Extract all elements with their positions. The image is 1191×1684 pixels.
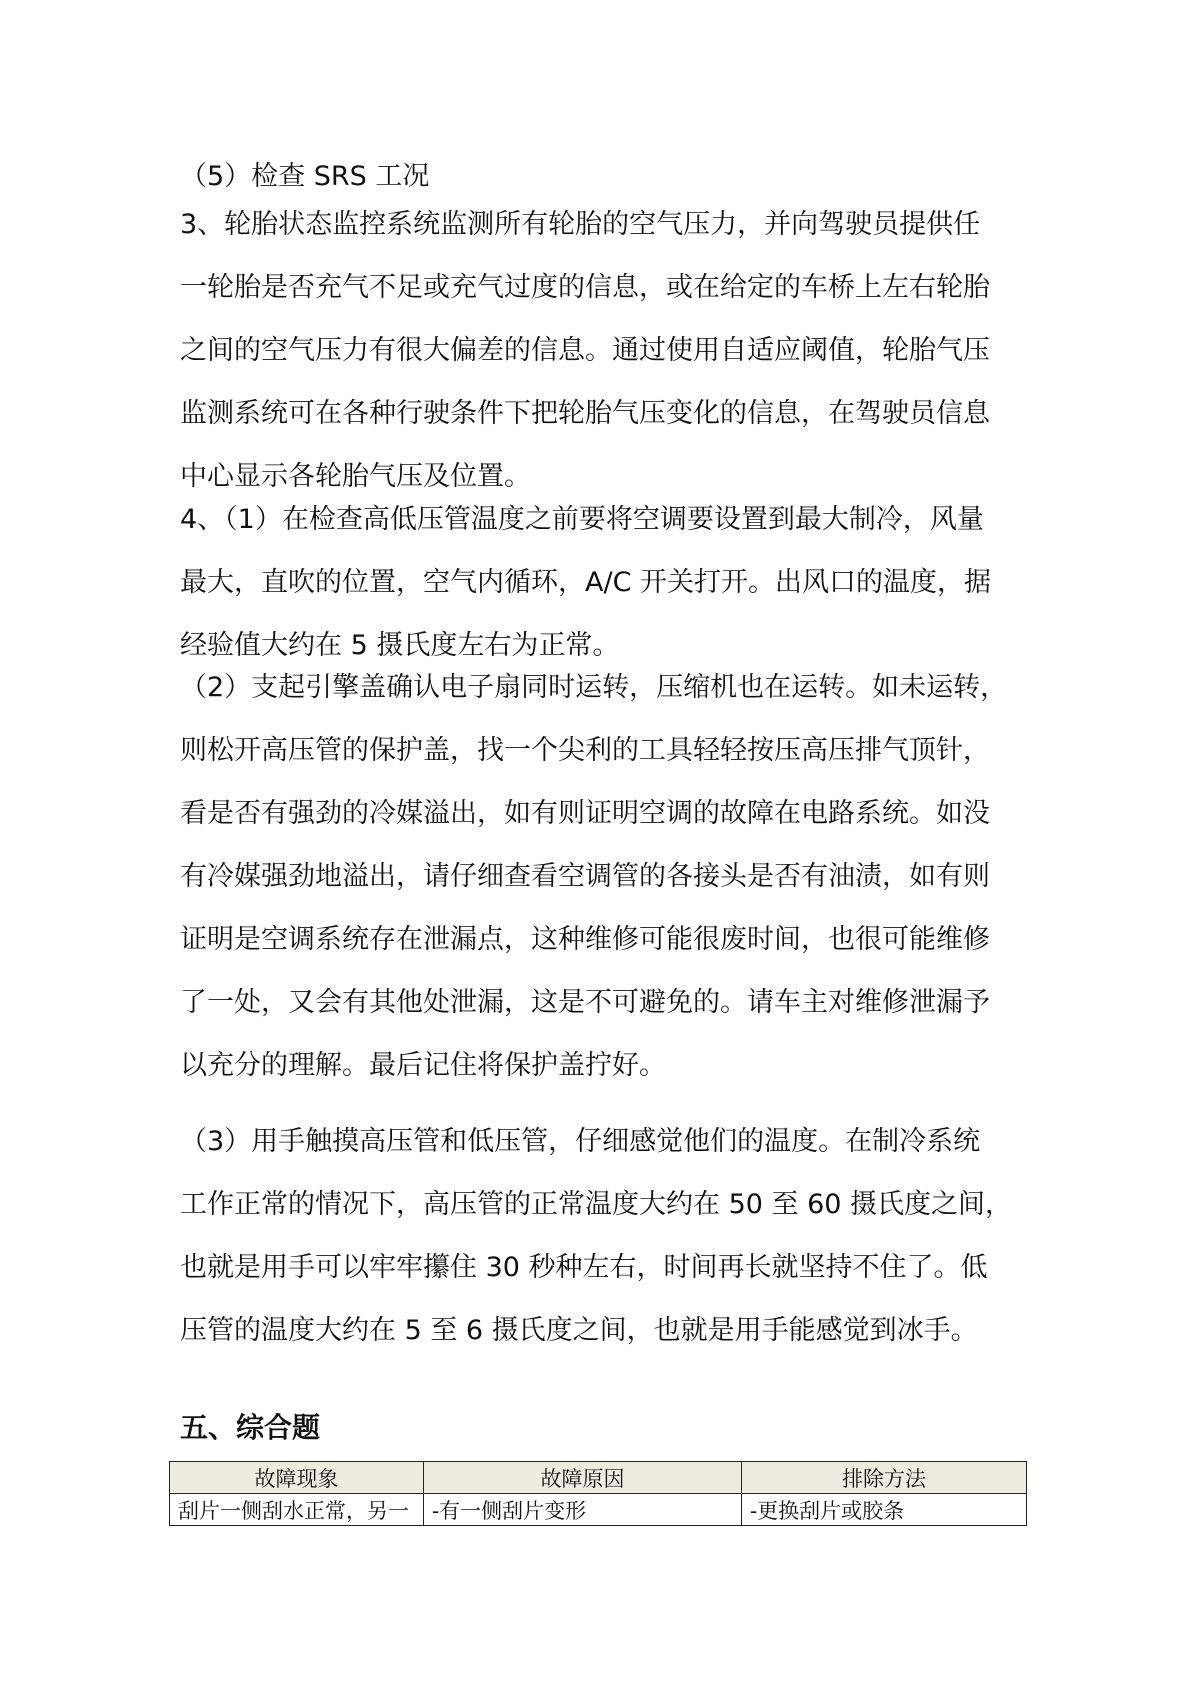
text-line: （5）检查 SRS 工况 [180, 161, 430, 192]
table-header-row [170, 1462, 1027, 1494]
text-line: 一轮胎是否充气不足或充气过度的信息，或在给定的车桥上左右轮胎 [180, 272, 990, 303]
header-fix-method: 排除方法 [742, 1462, 1027, 1494]
paragraph-ac-check-3 [180, 1110, 1020, 1362]
cell-fault-symptom: 刮片一侧刮水正常，另一 [170, 1494, 424, 1526]
text-line: 最大，直吹的位置，空气内循环，A/C 开关打开。出风口的温度，据 [180, 567, 992, 598]
text-line: 中心显示各轮胎气压及位置。 [180, 461, 531, 492]
paragraph-ac-check-2 [180, 656, 1020, 1097]
paragraph-tire-monitoring [180, 193, 1020, 508]
section-heading: 五、综合题 [180, 1411, 321, 1444]
text-line: 之间的空气压力有很大偏差的信息。通过使用自适应阈值，轮胎气压 [180, 335, 990, 366]
table-row [170, 1494, 1027, 1526]
text-line: 以充分的理解。最后记住将保护盖拧好。 [180, 1050, 666, 1081]
cell-fix-method: -更换刮片或胶条 [742, 1494, 1027, 1526]
fault-table [169, 1461, 1027, 1526]
text-line: （2）支起引擎盖确认电子扇同时运转，压缩机也在运转。如未运转， [180, 672, 1008, 703]
text-line: 监测系统可在各种行驶条件下把轮胎气压变化的信息，在驾驶员信息 [180, 398, 990, 429]
text-line: 也就是用手可以牢牢攥住 30 秒种左右，时间再长就坚持不住了。低 [180, 1252, 988, 1283]
text-line: （3）用手触摸高压管和低压管，仔细感觉他们的温度。在制冷系统 [180, 1126, 981, 1157]
cell-fault-cause: -有一侧刮片变形 [424, 1494, 742, 1526]
text-line: 工作正常的情况下，高压管的正常温度大约在 50 至 60 摄氏度之间， [180, 1189, 1013, 1220]
header-fault-cause: 故障原因 [424, 1462, 742, 1494]
text-line: 4、（1）在检查高低压管温度之前要将空调要设置到最大制冷，风量 [180, 504, 984, 535]
text-line: 则松开高压管的保护盖，找一个尖利的工具轻轻按压高压排气顶针， [180, 735, 990, 766]
text-line: 了一处，又会有其他处泄漏，这是不可避免的。请车主对维修泄漏予 [180, 987, 990, 1018]
text-line: 3、轮胎状态监控系统监测所有轮胎的空气压力，并向驾驶员提供任 [180, 209, 981, 240]
text-line: 压管的温度大约在 5 至 6 摄氏度之间，也就是用手能感觉到冰手。 [180, 1315, 978, 1346]
text-line: 经验值大约在 5 摄氏度左右为正常。 [180, 630, 620, 661]
header-fault-symptom: 故障现象 [170, 1462, 424, 1494]
paragraph-ac-check-1 [180, 488, 1020, 677]
text-line: 有冷媒强劲地溢出，请仔细查看空调管的各接头是否有油渍，如有则 [180, 861, 990, 892]
text-line: 证明是空调系统存在泄漏点，这种维修可能很废时间，也很可能维修 [180, 924, 990, 955]
text-line: 看是否有强劲的冷媒溢出，如有则证明空调的故障在电路系统。如没 [180, 798, 990, 829]
